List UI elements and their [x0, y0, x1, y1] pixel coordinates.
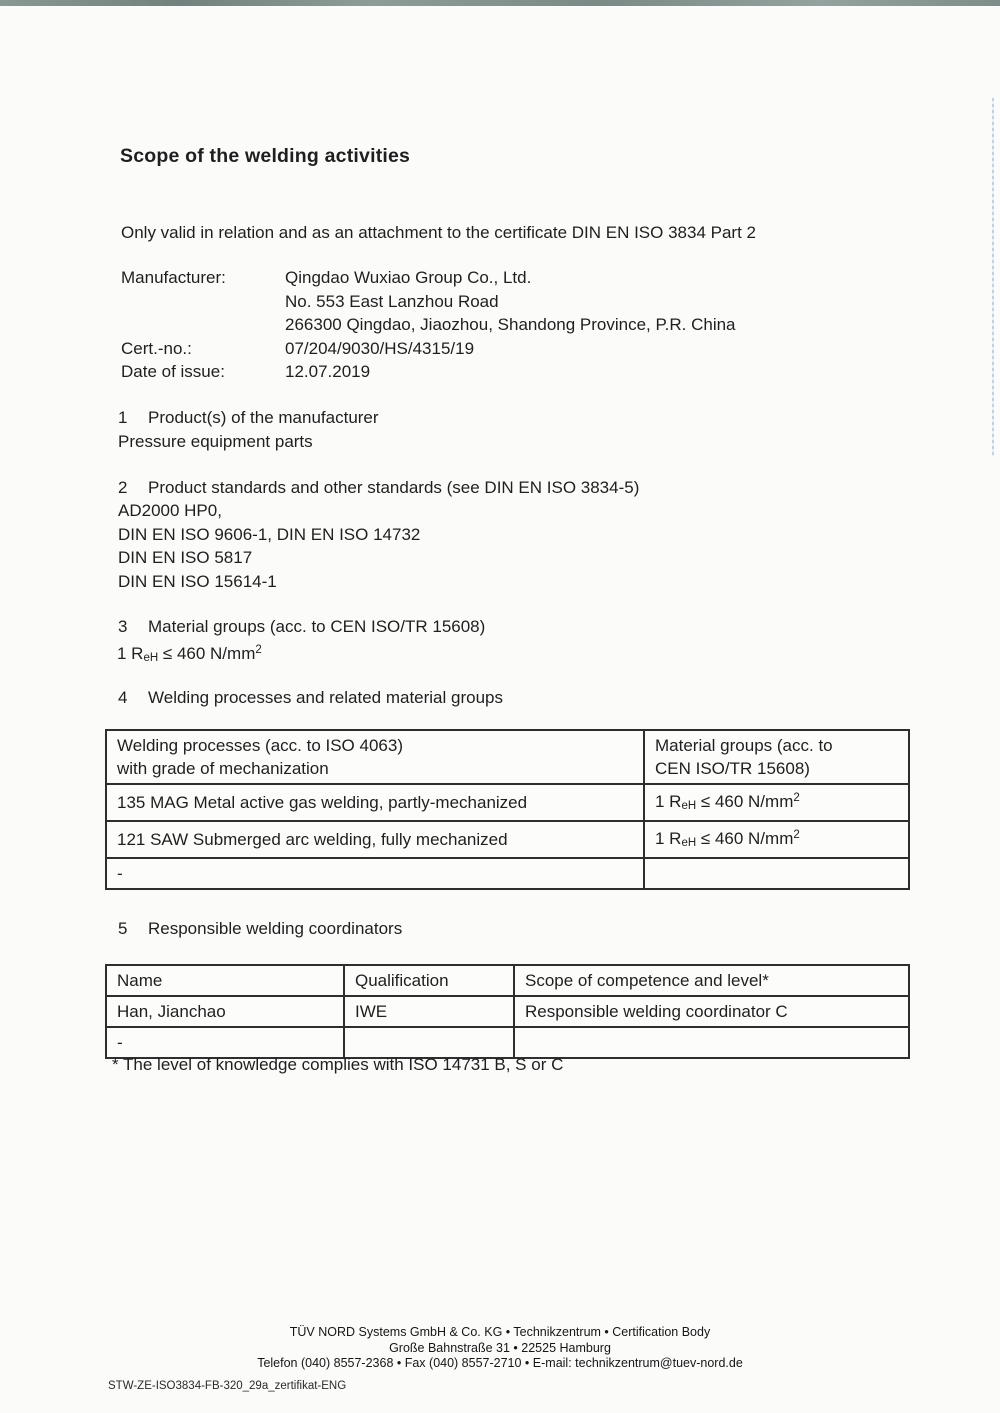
material-superscript: 2 — [793, 792, 800, 804]
section-4-number: 4 — [118, 688, 128, 707]
table-header-row — [106, 730, 909, 784]
date-of-issue-label: Date of issue: — [121, 362, 225, 381]
document-code: STW-ZE-ISO3834-FB-320_29a_zertifikat-ENG — [108, 1380, 347, 1392]
certificate-details — [121, 266, 736, 384]
date-of-issue-value: 12.07.2019 — [285, 362, 371, 381]
section-5-heading — [118, 917, 402, 941]
standard-line: DIN EN ISO 15614-1 — [118, 571, 277, 591]
table-footnote: * The level of knowledge complies with ISO 14731 B, S or C — [112, 1055, 564, 1074]
manufacturer-label: Manufacturer: — [121, 268, 226, 287]
material-cell — [644, 858, 909, 889]
material-text: 1 R — [655, 829, 682, 848]
material-header-line2: CEN ISO/TR 15608) — [655, 759, 810, 778]
section-3-heading — [118, 615, 485, 639]
coordinator-table — [105, 964, 910, 1059]
name-cell: Han, Jianchao — [106, 996, 344, 1027]
material-text: 1 R — [655, 792, 682, 811]
section-2-number: 2 — [118, 478, 128, 497]
section-2-title: Product standards and other standards (see DIN EN ISO 3834-5) — [148, 478, 640, 497]
standard-line: DIN EN ISO 5817 — [118, 548, 253, 567]
material-cell — [644, 784, 909, 821]
material-superscript: 2 — [793, 829, 800, 841]
detail-row-certno — [121, 337, 736, 361]
section-2-heading — [118, 476, 639, 500]
validity-note: Only valid in relation and as an attachment to the certificate DIN EN ISO 3834 Part 2 — [121, 223, 756, 242]
material-header-cell — [644, 730, 909, 784]
table-row — [106, 996, 909, 1027]
process-cell: - — [106, 858, 644, 889]
section-1-number: 1 — [118, 408, 128, 427]
footer-contact-line: Telefon (040) 8557-2368 • Fax (040) 8557-2710 • E-mail: technikzentrum@tuev-nord.de — [257, 1356, 743, 1370]
process-header-line1: Welding processes (acc. to ISO 4063) — [117, 736, 403, 755]
name-cell: - — [106, 1027, 344, 1058]
page-title: Scope of the welding activities — [120, 145, 411, 167]
scope-header-cell: Scope of competence and level* — [514, 965, 909, 996]
table-row — [106, 858, 909, 889]
material-superscript: 2 — [255, 644, 262, 656]
welding-process-table — [105, 729, 910, 890]
scan-line-artifact — [992, 98, 994, 456]
certno-label: Cert.-no.: — [121, 338, 192, 358]
scan-edge-artifact — [0, 0, 1000, 6]
table-header-row — [106, 965, 909, 996]
section-3-title: Material groups (acc. to CEN ISO/TR 15608) — [148, 617, 486, 636]
section-3-number: 3 — [118, 617, 128, 636]
material-cell — [644, 821, 909, 858]
process-header-line2: with grade of mechanization — [117, 759, 329, 778]
standard-line: AD2000 HP0, — [118, 501, 222, 520]
process-header-cell — [106, 730, 644, 784]
section-1-title: Product(s) of the manufacturer — [148, 408, 379, 427]
detail-row-date — [121, 360, 736, 384]
section-4-title: Welding processes and related material groups — [148, 688, 503, 707]
detail-row-manufacturer — [121, 266, 736, 290]
name-header-cell: Name — [106, 965, 344, 996]
qualification-cell: IWE — [344, 996, 514, 1027]
qualification-header-cell: Qualification — [344, 965, 514, 996]
material-text: ≤ 460 N/mm — [158, 644, 256, 663]
detail-row-address1 — [121, 290, 736, 314]
scope-cell — [514, 1027, 909, 1058]
section-1-heading — [118, 406, 379, 430]
detail-row-address2 — [121, 313, 736, 337]
material-subscript: eH — [681, 800, 697, 812]
empty-label — [121, 313, 285, 337]
section-3-material-group — [117, 639, 262, 671]
table-row — [106, 821, 909, 858]
section-5-number: 5 — [118, 919, 128, 938]
certno-value: 07/204/9030/HS/4315/19 — [285, 338, 475, 358]
manufacturer-street: No. 553 East Lanzhou Road — [285, 291, 499, 311]
manufacturer-city: 266300 Qingdao, Jiaozhou, Shandong Province, P.R. China — [285, 315, 736, 334]
footer — [0, 1325, 1000, 1372]
material-text: 1 R — [117, 644, 144, 663]
process-cell: 121 SAW Submerged arc welding, fully mechanized — [106, 821, 644, 858]
table-row — [106, 784, 909, 821]
footer-address-line: Große Bahnstraße 31 • 22525 Hamburg — [389, 1340, 611, 1355]
section-1-body: Pressure equipment parts — [118, 432, 313, 451]
manufacturer-name: Qingdao Wuxiao Group Co., Ltd. — [285, 268, 532, 287]
scope-cell: Responsible welding coordinator C — [514, 996, 909, 1027]
material-subscript: eH — [681, 837, 697, 849]
section-2-standards-list — [118, 499, 420, 593]
section-4-heading — [118, 686, 503, 710]
material-subscript: eH — [143, 652, 159, 664]
process-cell: 135 MAG Metal active gas welding, partly-mechanized — [106, 784, 644, 821]
footer-company-line: TÜV NORD Systems GmbH & Co. KG • Technikzentrum • Certification Body — [289, 1325, 711, 1339]
material-text: ≤ 460 N/mm — [696, 792, 794, 811]
material-header-line1: Material groups (acc. to — [655, 736, 833, 755]
material-text: ≤ 460 N/mm — [696, 829, 794, 848]
standard-line: DIN EN ISO 9606-1, DIN EN ISO 14732 — [118, 524, 421, 544]
section-5-title: Responsible welding coordinators — [148, 919, 403, 938]
empty-label — [121, 290, 285, 314]
